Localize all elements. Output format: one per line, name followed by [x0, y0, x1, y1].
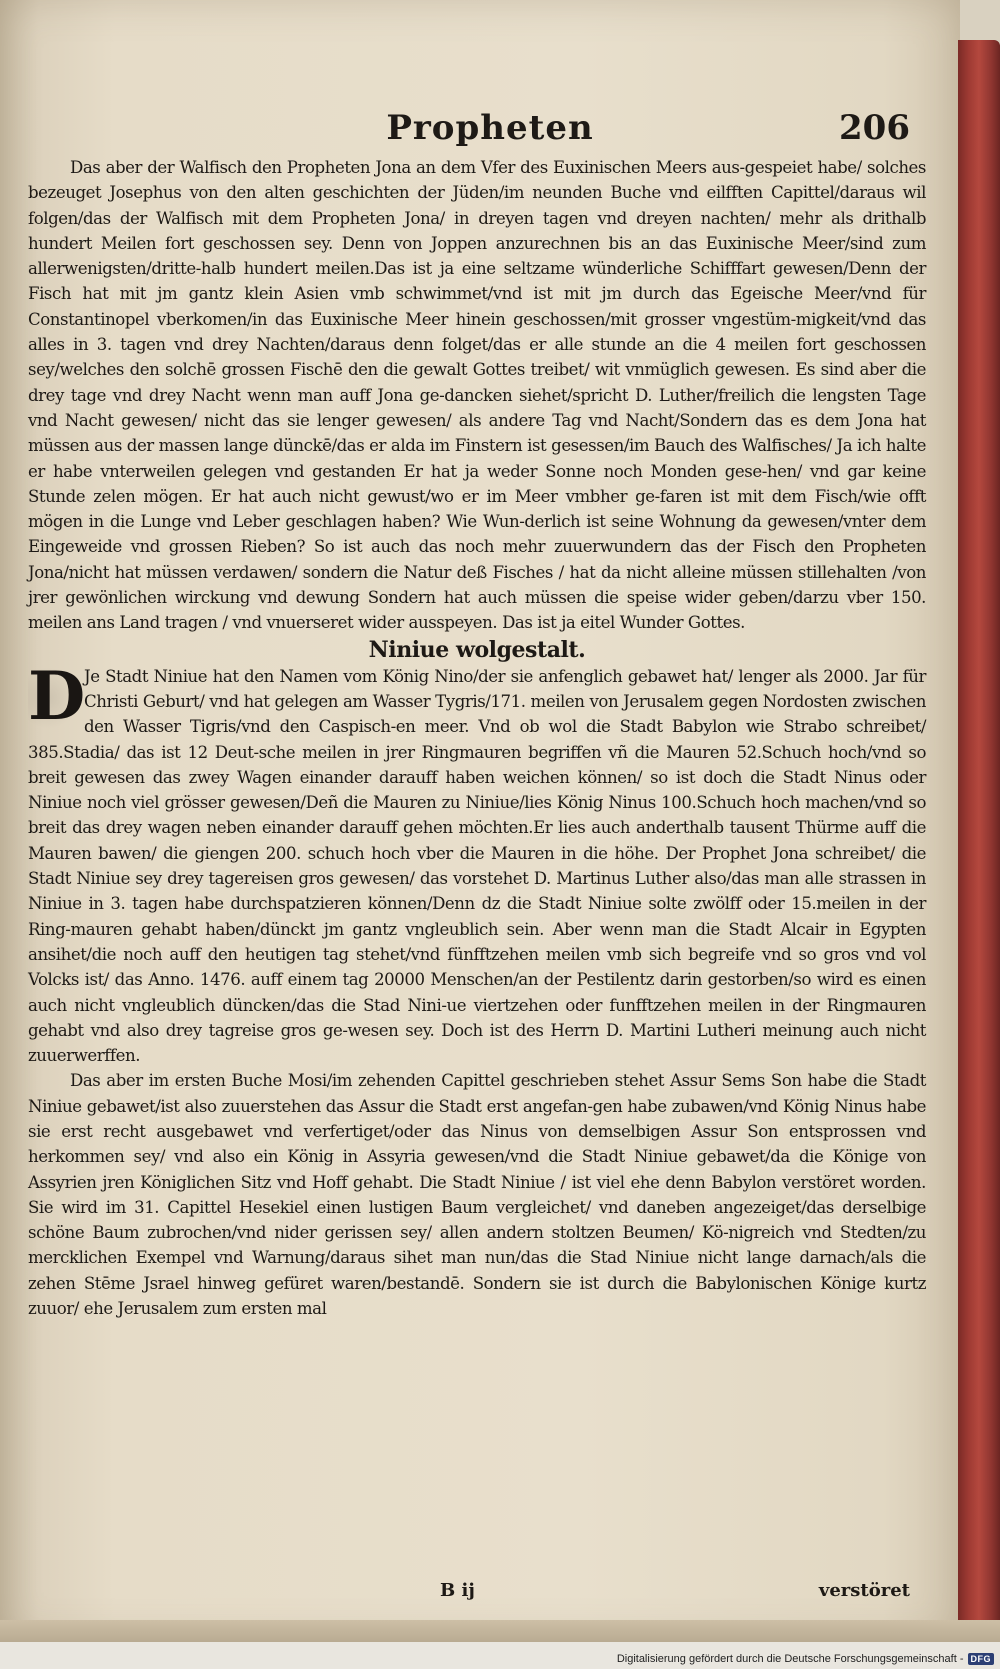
credit-text: Digitalisierung gefördert durch die Deutsche Forschungsgemeinschaft -	[616, 1653, 964, 1665]
drop-cap-initial: D	[28, 656, 85, 735]
page-footer	[60, 1580, 920, 1610]
page-number: 206	[839, 108, 910, 148]
paragraph-2: Je Stadt Niniue hat den Namen vom König Nino/der sie anfenglich gebawet hat/ lenger als 2000. Jar für Christi Geburt/ vnd hat gelegen am Wasser Tygris/171. meilen von Jerusalem gegen Nordosten zwischen den Wasser Tigris/vnd den Caspisch-en meer. Vnd ob wol die Stadt Babylon wie Strabo schreibet/ 385.Stadia/ das ist 12 Deut-sche meilen in jrer Ringmauren begriffen vñ die Mauren 52.Schuch hoch/vnd so breit gewesen das zwey Wagen einander darauff haben weichen können/ so ist doch die Stadt Ninus oder Niniue noch viel grösser gewesen/Deñ die Mauren zu Niniue/lies König Ninus 100.Schuch hoch machen/vnd so breit das drey wagen neben einander darauff gehen möchten.Er lies auch anderthalb tausent Thürme auff die Mauren bawen/ die giengen 200. schuch hoch vber die Mauren in die höhe. Der Prophet Jona schreibet/ die Stadt Niniue sey drey tagereisen gros gewesen/ das vorstehet D. Martinus Luther also/das man alle strassen in Niniue in 3. tagen habe durchspatzieren können/Denn dz die Stadt Niniue solte zwölff oder 15.meilen in der Ring-mauren gehabt haben/dünckt jm gantz vngleublich sein. Aber wenn man die Stadt Alcair in Egypten ansihet/die noch auff den heutigen tag stehet/vnd fünfftzehen meilen vmb sich begreife vnd so gros vnd vol Volcks ist/ das Anno. 1476. auff einem tag 20000 Menschen/an der Pestilentz darin gestorben/so wird es einen auch nicht vngleublich düncken/das die Stad Nini-ue viertzehen oder funfftzehen meilen in der Ringmauren gehabt vnd also drey tagreise gros ge-wesen sey. Doch ist des Herrn D. Martini Lutheri meinung auch nicht zuuerwerffen.	[28, 666, 926, 1066]
paragraph-3: Das aber im ersten Buche Mosi/im zehenden Capittel geschrieben stehet Assur Sems Son habe die Stadt Niniue gebawet/ist also zuuerstehen das Assur die Stadt erst angefan-gen habe zubawen/vnd König Ninus habe sie erst recht ausgebawet vnd verfertiget/oder das Ninus von demselbigen Assur Son entsprossen vnd herkommen sey/ vnd also ein König in Assyria gewesen/vnd die Stadt Niniue gebawet/da die Könige von Assyrien jren Königlichen Sitz vnd Hoff gehabt. Die Stadt Niniue / ist viel ehe denn Babylon verstöret worden. Sie wird im 31. Capittel Hesekiel einen lustigen Baum vergleichet/ vnd daneben angezeiget/das derselbige schöne Baum zubrochen/vnd nider gerissen sey/ allen andern stoltzen Beumen/ Kö-nigreich vnd Stedten/zu mercklichen Exempel vnd Warnung/daraus sihet man nun/das die Stad Niniue nicht lange darnach/als die zehen Stēme Jsrael hinweg gefüret waren/bestandē. Sondern sie ist durch die Babylonischen Könige kurtz zuuor/ ehe Jerusalem zum ersten mal	[28, 1071, 926, 1319]
running-head: Propheten	[386, 108, 594, 148]
dfg-logo-icon: DFG	[968, 1653, 995, 1665]
section-title: Niniue wolgestalt.	[368, 636, 586, 663]
page-header	[60, 108, 920, 158]
digitization-credit	[617, 1653, 994, 1665]
book-bottom-edge	[0, 1620, 1000, 1642]
book-edge	[958, 40, 1000, 1630]
body-text	[28, 155, 926, 1321]
signature-mark: B ij	[440, 1580, 475, 1601]
catchword: verstöret	[818, 1580, 910, 1601]
paragraph-2-wrap	[28, 656, 926, 1069]
paragraph-1: Das aber der Walfisch den Propheten Jona an dem Vfer des Euxinischen Meers aus-gespeiet habe/ solches bezeuget Josephus von den alten geschichten der Jüden/im neunden Buche vnd eilfften Capittel/daraus wil folgen/das der Walfisch mit dem Propheten Jona/ in dreyen tagen vnd dreyen nachten/ mehr als drithalb hundert Meilen fort geschossen sey. Denn von Joppen anzurechnen bis an das Euxinische Meer/sind zum allerwenigsten/dritte-halb hundert meilen.Das ist ja eine seltzame wünderliche Schifffart gewesen/Denn der Fisch hat mit jm gantz klein Asien vmb schwimmet/vnd ist mit jm durch das Egeische Meer/vnd für Constantinopel vberkomen/in das Euxinische Meer hinein geschossen/mit grosser vngestüm-migkeit/vnd das alles in 3. tagen vnd drey Nachten/daraus denn folget/das er alle stunde an die 4 meilen fort geschossen sey/welches den solchē grossen Fischē den die gewalt Gottes treibet/ wit vnmüglich gewesen. Es sind aber die drey tage vnd drey Nacht wenn man auff Jona ge-dancken siehet/spricht D. Luther/freilich die lengsten Tage vnd Nacht gewesen/ nicht das sie lenger gewesen/ als andere Tag vnd Nacht/Sondern das es dem Jona hat müssen aus der massen lange dünckē/das er alda im Finstern ist gesessen/im Bauch des Walfisches/ Ja ich halte er habe vnterweilen gelegen vnd gestanden Er hat ja weder Sonne noch Monden gese-hen/ vnd gar keine Stunde zelen mögen. Er hat auch nicht gewust/wo er im Meer vmbher ge-faren ist mit dem Fisch/wie offt mögen in die Lunge vnd Leber geschlagen haben? Wie Wun-derlich ist seine Wohnung da gewesen/vnter dem Eingeweide vnd grossen Rieben? So ist auch das noch mehr zuuerwundern das der Fisch den Propheten Jona/nicht hat müssen verdawen/ sondern die Natur deß Fisches / hat da nicht alleine müssen stillehalten /von jrer gewönlichen wirckung vnd dewung Sondern hat auch müssen die speise wider geben/darzu vber 150. meilen ans Land tragen / vnd vnuerseret wider ausspeyen. Das ist ja eitel Wunder Gottes.	[28, 158, 926, 633]
